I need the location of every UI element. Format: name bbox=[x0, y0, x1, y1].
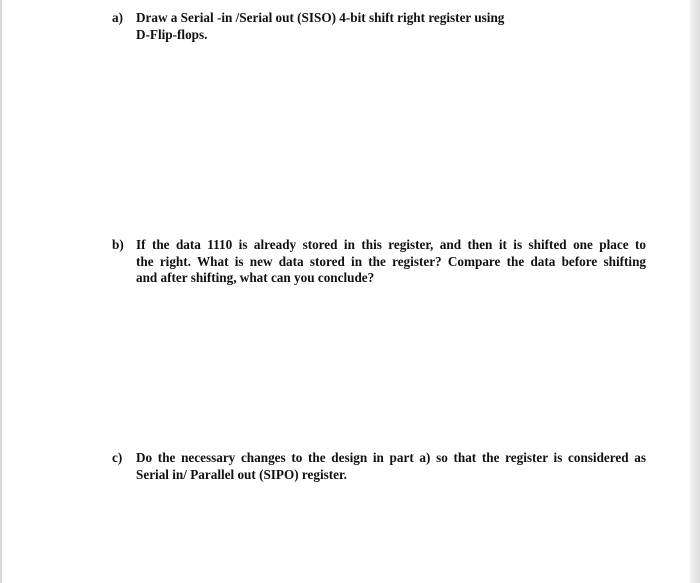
question-a-text bbox=[136, 10, 556, 43]
question-c-line-2: Serial in/ Parallel out (SIPO) register. bbox=[136, 466, 347, 482]
question-b-text bbox=[136, 237, 646, 287]
question-b-line-3: and after shifting, what can you conclude? bbox=[136, 270, 375, 285]
page-left-edge bbox=[0, 0, 2, 583]
question-a-label: a) bbox=[112, 10, 123, 25]
question-b-label: b) bbox=[112, 237, 124, 252]
question-b-line-2: the right. What is new data stored in the register? Compare the data before shifting bbox=[136, 253, 646, 269]
question-b-line-1: If the data 1110 is already stored in this register, and then it is shifted one place to bbox=[136, 237, 646, 252]
page-right-edge bbox=[690, 0, 700, 583]
question-c-label: c) bbox=[112, 450, 123, 465]
question-a-line-2: D-Flip-flops. bbox=[136, 26, 208, 42]
question-c-line-1: Do the necessary changes to the design in part a) so that the register is considered as bbox=[136, 450, 646, 465]
question-a-line-1: Draw a Serial -in /Serial out (SISO) 4-bit shift right register using bbox=[136, 10, 505, 25]
question-c-text bbox=[136, 450, 646, 483]
